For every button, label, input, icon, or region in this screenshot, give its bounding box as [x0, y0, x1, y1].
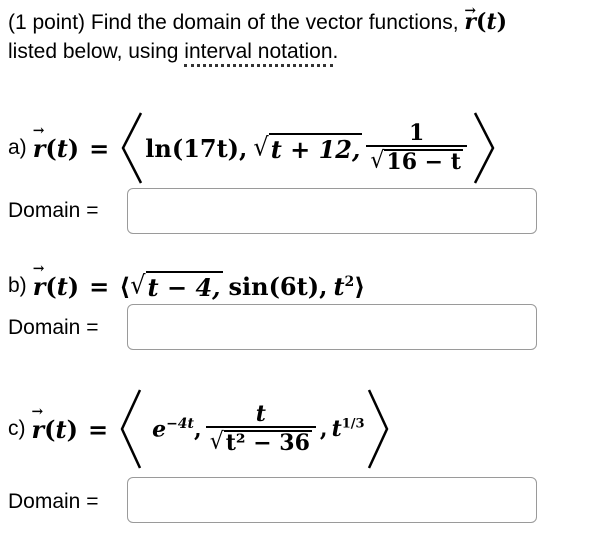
part-a-domain-label: Domain = [8, 199, 99, 222]
problem-line-1 [8, 8, 507, 37]
part-b-lhs: r →(t) [33, 272, 79, 301]
left-angle-bracket-icon [118, 388, 144, 470]
part-a-lhs: r →(t) [33, 134, 79, 163]
right-angle-bracket-icon [365, 388, 391, 470]
part-b-component-1: √ t − 4, [130, 269, 221, 302]
problem-line-2: listed below, using interval notation. [8, 37, 507, 66]
problem-text-2: listed below, using [8, 40, 185, 63]
part-a-equation [8, 108, 497, 188]
problem-statement [8, 8, 507, 66]
part-a-component-1: ln(17t), [145, 133, 248, 163]
right-angle-bracket-icon: ⟩ [354, 271, 366, 301]
part-b-domain-label: Domain = [8, 316, 99, 339]
part-b-label: b) [8, 274, 27, 297]
part-b-component-2: sin(6t), [228, 271, 328, 301]
part-c-lhs: r →(t) [32, 415, 78, 444]
interval-notation-link[interactable]: interval notation [184, 40, 332, 67]
part-a-domain-input[interactable] [127, 188, 537, 234]
equals-sign: = [89, 133, 110, 163]
right-angle-bracket-icon [471, 111, 497, 185]
part-a-component-3: 1 √ 16 − t [366, 122, 467, 174]
part-b-domain-input[interactable] [127, 304, 537, 350]
part-a-component-2: √ t + 12, [253, 131, 361, 164]
left-angle-bracket-icon: ⟨ [119, 271, 131, 301]
part-c-component-1: $e^{-4t}$, [152, 415, 202, 443]
part-c-component-3: $t^{1/3}$ [331, 416, 365, 442]
part-a-label: a) [8, 136, 27, 159]
vector-function-symbol: r →(t) [464, 9, 507, 35]
part-c-domain-input[interactable] [127, 477, 537, 523]
part-b-equation [8, 266, 365, 306]
part-c-equation: c) r →(t) = $e^{-4t}$, t √ t² − 36 , $t^{1/3}$ [8, 386, 391, 472]
part-c-component-2: t √ t² − 36 [206, 403, 316, 455]
equals-sign: = [87, 414, 109, 444]
equals-sign: = [89, 271, 110, 301]
problem-text: (1 point) Find the domain of the vector functions, [8, 11, 465, 34]
part-c-domain-label: Domain = [8, 490, 99, 513]
part-b-component-3: $t^2$ [333, 271, 355, 301]
left-angle-bracket-icon [119, 111, 145, 185]
part-c-label: c) [8, 417, 26, 440]
